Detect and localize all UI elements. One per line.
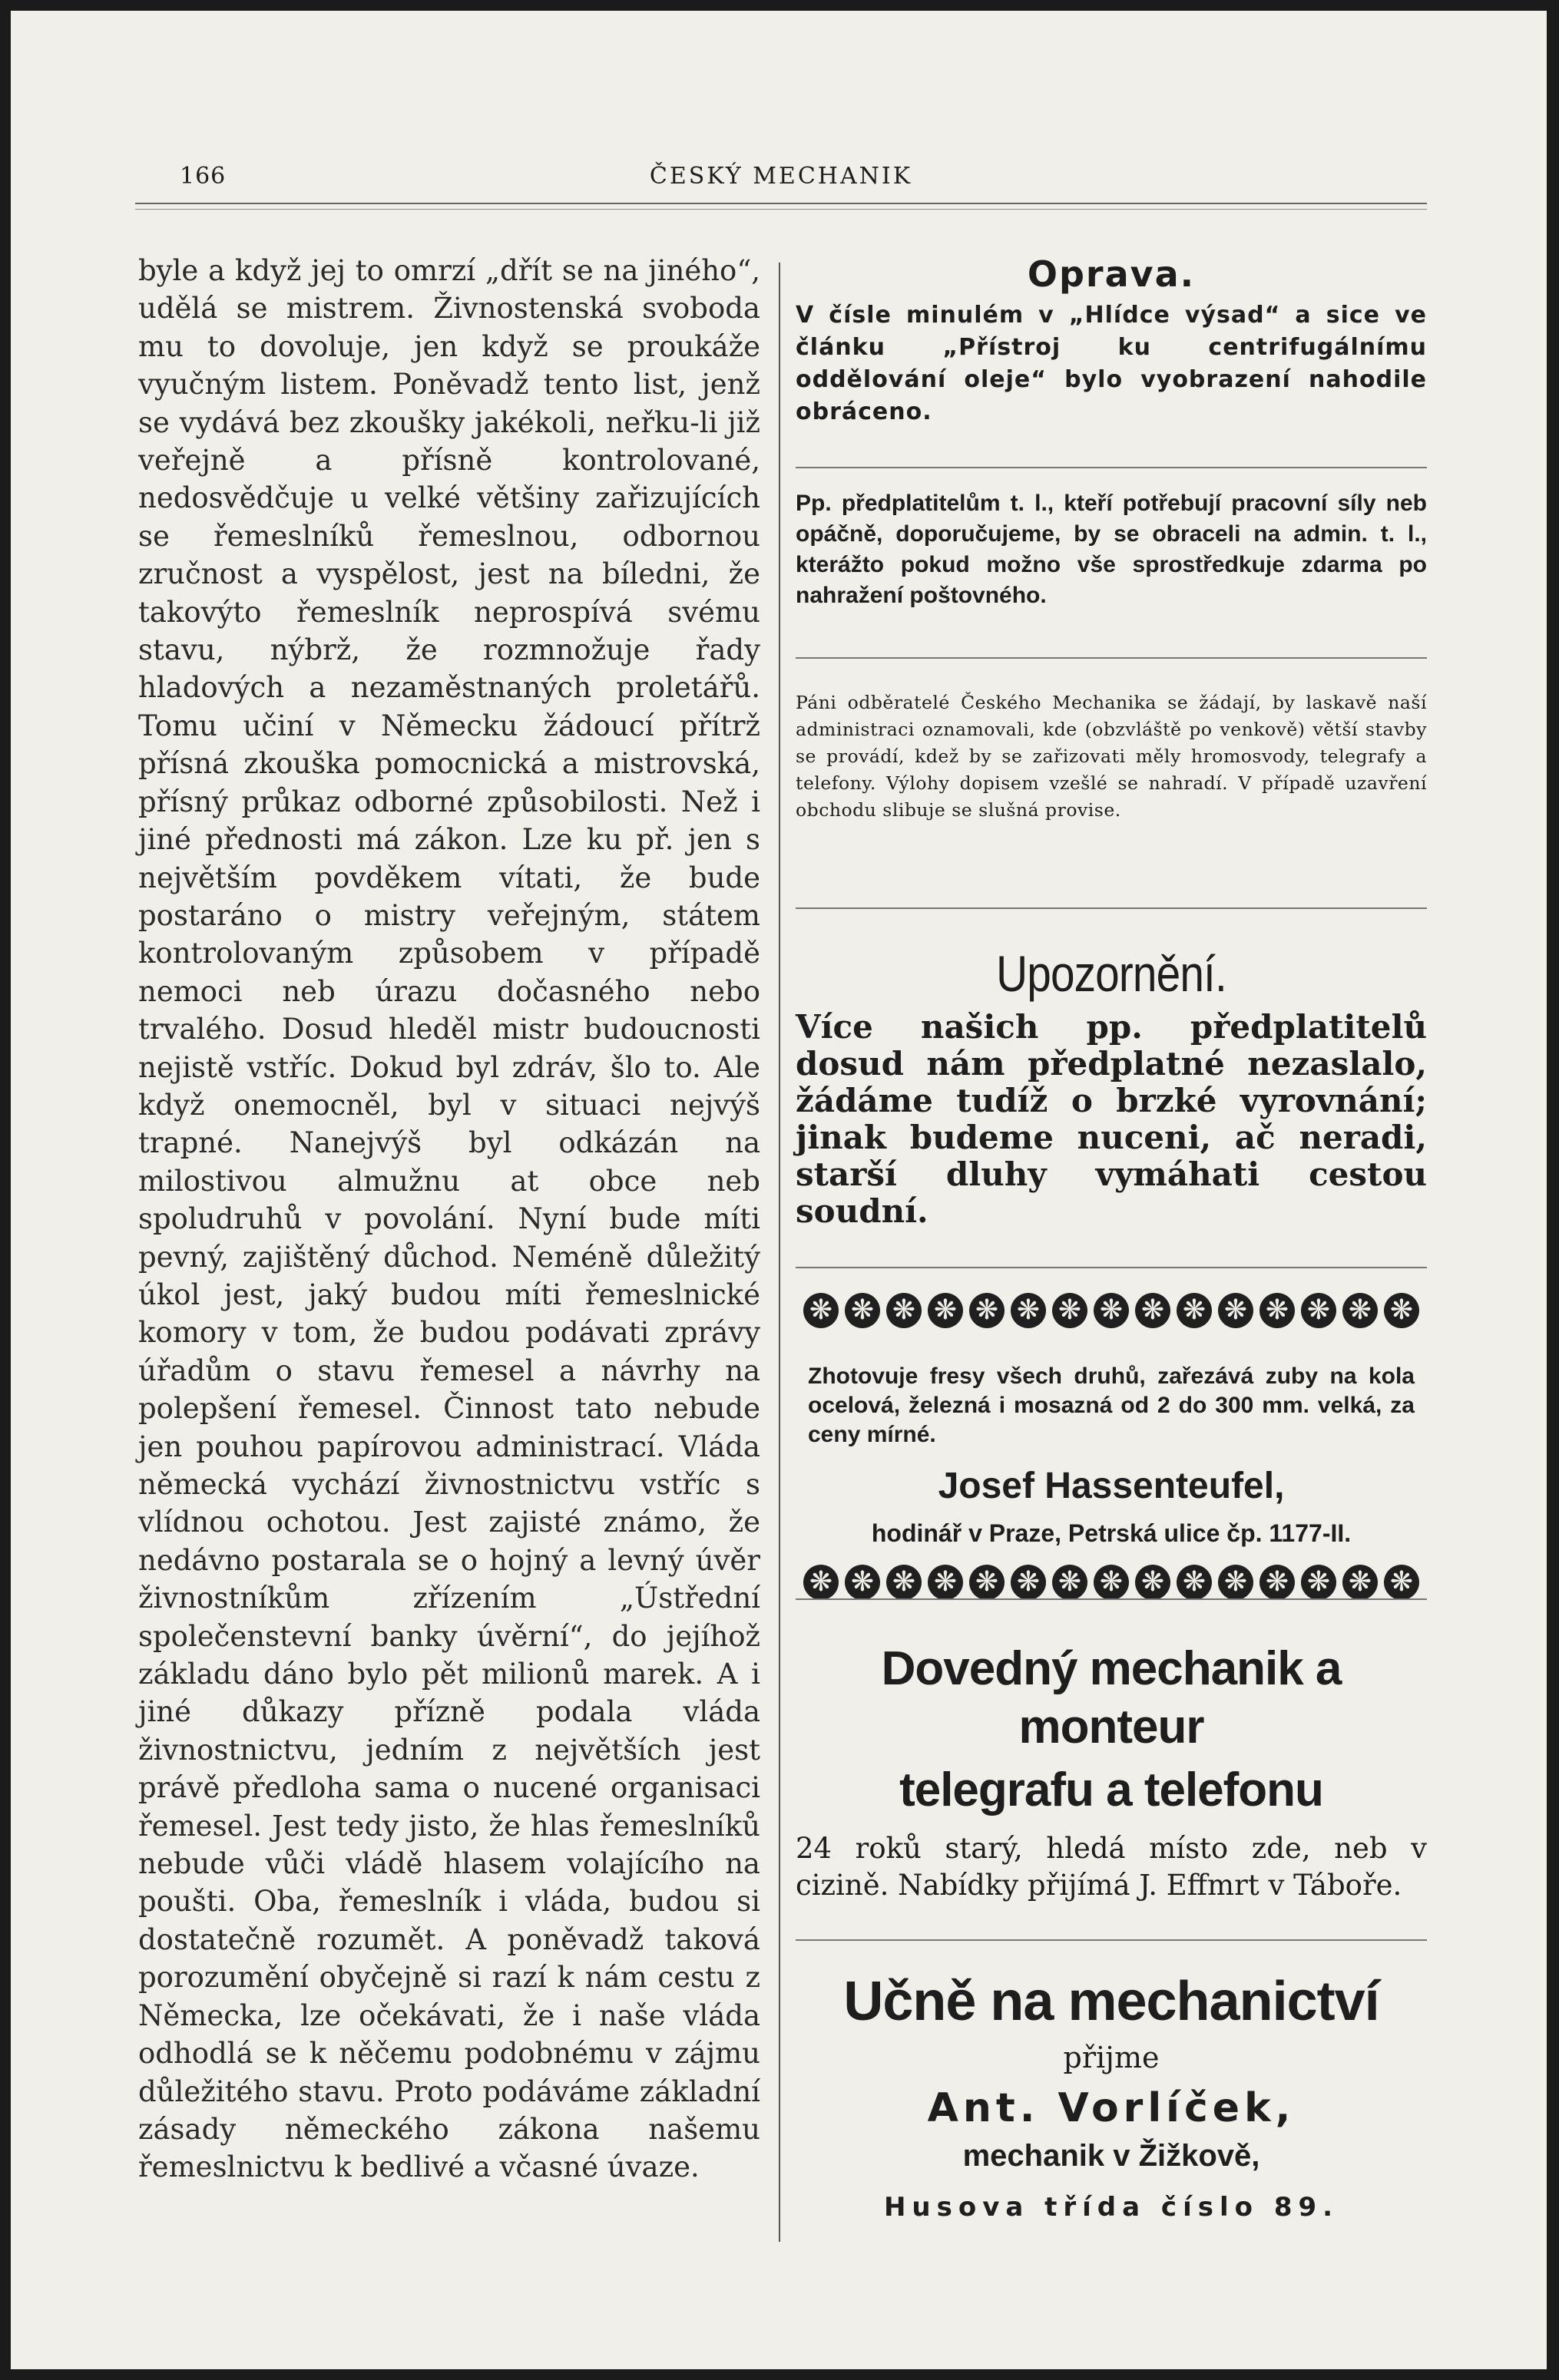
ucne-address: Husova třída číslo 89. bbox=[883, 2192, 1339, 2223]
ornament-icon: ❋ bbox=[1218, 1293, 1253, 1328]
readers-text: Páni odběratelé Českého Mechanika se žádají, by laskavě naší administraci oznamovali, kde (obzvláště po venkově) větší stavby se provádí, kdež by se zařizovati měly hromosvody, telegrafy a telefony. Výlohy dopisem vzešlé se nahradí. V případě uzavření obchodu slibuje se slušná provise. bbox=[796, 692, 1427, 821]
hassenteufel-name: Josef Hassenteufel, bbox=[938, 1466, 1285, 1506]
ornament-icon: ❋ bbox=[803, 1293, 839, 1328]
ornament-icon: ❋ bbox=[928, 1293, 963, 1328]
page-header bbox=[135, 163, 1427, 200]
header-rule-thin bbox=[135, 209, 1427, 210]
ornament-icon: ❋ bbox=[886, 1293, 922, 1328]
subscribers-notice bbox=[796, 488, 1427, 611]
divider bbox=[796, 1598, 1427, 1600]
oprava-text: V čísle minulém v „Hlídce výsad“ a sice ve článku „Přístroj ku centrifugálnímu oddělování oleje“ bylo vyobrazení nahodile obráceno. bbox=[796, 302, 1427, 425]
ornament-icon: ❋ bbox=[969, 1565, 1005, 1600]
ornament-icon: ❋ bbox=[1011, 1293, 1046, 1328]
article-text: byle a když jej to omrzí „dřít se na jiného“, udělá se mistrem. Živnostenská svoboda mu to dovoluje, jen když se proukáže vyučným listem. Poněvadž tento list, jenž se vydává bez zkoušky jakékoli, neřku-li již veřejně a přísně kontrolované, nedosvědčuje u velké většiny zařizujících se řemeslníků řemeslnou, odbornou zručnost a vyspělost, jest na bíledni, že takovýto řemeslník neprospívá svému stavu, nýbrž, že rozmnožuje řady hladových a nezaměstnaných proletářů. Tomu učiní v Německu žádoucí přítrž přísná zkouška pomocnická a mistrovská, přísný průkaz odborné způsobilosti. Než i jiné přednosti má zákon. Lze ku př. jen s největším povděkem vítati, že bude postaráno o mistry veřejným, státem kontrolovaným způsobem v případě nemoci neb úrazu dočasného nebo trvalého. Dosud hleděl mistr budoucnosti nejistě vstříc. Dokud byl zdráv, šlo to. Ale když onemocněl, byl v situaci nejvýš trapné. Nanejvýš byl odkázán na milostivou almužnu at obce neb spoludruhů v povolání. Nyní bude míti pevný, zajištěný důchod. Neméně důležitý úkol jest, jaký budou míti řemeslnické komory v tom, že budou podávati zprávy úřadům o stavu řemesel a návrhy na polepšení řemesel. Činnost tato nebude jen pouhou papírovou administrací. Vláda německá vychází živnostnictvu vstříc s vlídnou ochotou. Jest zajisté známo, že nedávno postarala se o hojný a levný úvěr živnostníkům zřízením „Ústřední společenstevní banky úvěrní“, do jejíhož základu dáno bylo pět milionů marek. A i jiné důkazy přízně podala vláda živnostnictvu, jedním z největších jest právě předloha sama o nucené organisaci řemesel. Jest tedy jisto, že hlas řemeslníků nebude vůči vládě hlasem volajícího na poušti. Oba, řemeslník i vláda, budou si dostatečně rozumět. A poněvadž taková porozumění obyčejně si razí k nám cestu z Německa, lze očekávati, že i naše vláda odhodlá se k něčemu podobnému v zájmu důležitého stavu. Proto podáváme základní zásady německého zákona našemu řemeslnictvu k bedlivé a včasné úvaze. bbox=[138, 254, 760, 2184]
column-divider bbox=[779, 263, 780, 2242]
upozorneni-text: Více našich pp. předplatitelů dosud nám předplatné nezaslalo, žádáme tudíž o brzké vyrovnání; jinak budeme nuceni, ač neradi, starší dluhy vymáhati cestou soudní. bbox=[796, 1008, 1427, 1230]
hassenteufel-advert bbox=[796, 1293, 1427, 1600]
ornament-icon: ❋ bbox=[1094, 1565, 1129, 1600]
ornament-icon: ❋ bbox=[1052, 1565, 1087, 1600]
ornament-icon: ❋ bbox=[1218, 1565, 1253, 1600]
ornament-icon: ❋ bbox=[1011, 1565, 1046, 1600]
ornament-icon: ❋ bbox=[1177, 1565, 1212, 1600]
dovedny-advert bbox=[796, 1640, 1427, 1904]
oprava-title: Oprava. bbox=[1027, 253, 1196, 295]
ornament-icon: ❋ bbox=[1177, 1293, 1212, 1328]
readers-notice bbox=[796, 689, 1427, 824]
header-rule bbox=[135, 203, 1427, 204]
ornament-icon: ❋ bbox=[1259, 1565, 1295, 1600]
ornament-icon: ❋ bbox=[886, 1565, 922, 1600]
ornament-icon: ❋ bbox=[1342, 1293, 1378, 1328]
ornament-icon: ❋ bbox=[803, 1565, 839, 1600]
dovedny-title-line2: telegrafu a telefonu bbox=[899, 1764, 1323, 1816]
page-number: 166 bbox=[180, 163, 227, 190]
ucne-title: Učně na mechanictví bbox=[843, 1971, 1379, 2032]
ornament-icon: ❋ bbox=[1301, 1293, 1336, 1328]
ornament-icon: ❋ bbox=[969, 1293, 1005, 1328]
ornament-icon: ❋ bbox=[1259, 1293, 1295, 1328]
divider bbox=[796, 1267, 1427, 1268]
ucne-place: mechanik v Žižkově, bbox=[962, 2139, 1260, 2173]
divider bbox=[796, 907, 1427, 909]
ornament-row-bottom bbox=[803, 1565, 1419, 1600]
article-column bbox=[138, 252, 760, 2187]
ornament-icon: ❋ bbox=[1384, 1565, 1419, 1600]
ornament-icon: ❋ bbox=[1135, 1293, 1170, 1328]
dovedny-title-line1: Dovedný mechanik a monteur bbox=[881, 1642, 1342, 1754]
ornament-icon: ❋ bbox=[1094, 1293, 1129, 1328]
upozorneni-notice bbox=[796, 944, 1427, 1230]
divider bbox=[796, 1939, 1427, 1941]
upozorneni-title: Upozornění. bbox=[996, 945, 1226, 1002]
ornament-icon: ❋ bbox=[1301, 1565, 1336, 1600]
divider bbox=[796, 657, 1427, 659]
subscribers-text: Pp. předplatitelům t. l., kteří potřebují pracovní síly neb opáčně, doporučujeme, by se obraceli na admin. t. l., kterážto pokud možno vše sprostředkuje zdarma po nahražení poštovného. bbox=[796, 491, 1427, 608]
ornament-icon: ❋ bbox=[1342, 1565, 1378, 1600]
ornament-icon: ❋ bbox=[1052, 1293, 1087, 1328]
ornament-row-top bbox=[803, 1293, 1419, 1328]
oprava-notice bbox=[796, 253, 1427, 428]
ucne-prijme: přijme bbox=[1063, 2041, 1160, 2074]
ornament-icon: ❋ bbox=[845, 1565, 880, 1600]
ornament-icon: ❋ bbox=[928, 1565, 963, 1600]
ucne-name: Ant. Vorlíček, bbox=[927, 2085, 1296, 2131]
hassenteufel-text: Zhotovuje fresy všech druhů, zařezává zuby na kola ocelová, železná i mosazná od 2 do 300 mm. velká, za ceny mírné. bbox=[808, 1364, 1415, 1447]
ornament-icon: ❋ bbox=[845, 1293, 880, 1328]
ornament-icon: ❋ bbox=[1384, 1293, 1419, 1328]
ornament-icon: ❋ bbox=[1135, 1565, 1170, 1600]
journal-title: ČESKÝ MECHANIK bbox=[649, 163, 913, 190]
dovedny-text: 24 roků starý, hledá místo zde, neb v cizině. Nabídky přijímá J. Effmrt v Táboře. bbox=[796, 1832, 1427, 1902]
ucne-advert bbox=[796, 1970, 1427, 2223]
divider bbox=[796, 467, 1427, 468]
hassenteufel-address: hodinář v Praze, Petrská ulice čp. 1177-II. bbox=[871, 1519, 1352, 1547]
